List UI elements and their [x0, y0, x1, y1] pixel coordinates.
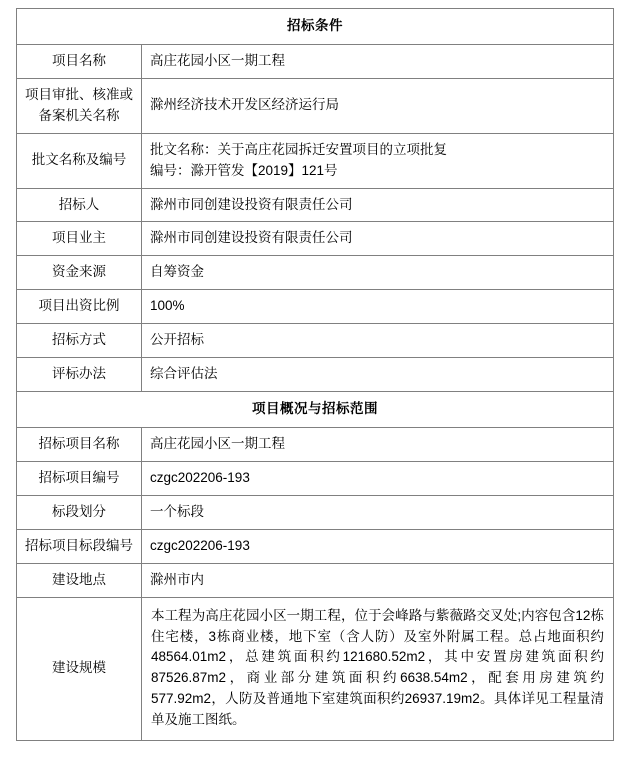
row-value-section-division: 一个标段	[142, 495, 614, 529]
row-label-bid-project-number: 招标项目编号	[17, 461, 142, 495]
table-row	[17, 133, 614, 188]
table-row	[17, 290, 614, 324]
section-header-row	[17, 9, 614, 45]
section-header-project-overview: 项目概况与招标范围	[17, 392, 614, 428]
section-header-bid-conditions: 招标条件	[17, 9, 614, 45]
document-page	[0, 8, 629, 780]
row-label-funding-source: 资金来源	[17, 256, 142, 290]
row-value-construction-site: 滁州市内	[142, 563, 614, 597]
row-value-approval-authority: 滁州经济技术开发区经济运行局	[142, 78, 614, 133]
row-label-project-name: 项目名称	[17, 44, 142, 78]
row-value-project-name: 高庄花园小区一期工程	[142, 44, 614, 78]
table-row	[17, 188, 614, 222]
table-row	[17, 597, 614, 741]
table-row	[17, 222, 614, 256]
row-label-section-division: 标段划分	[17, 495, 142, 529]
table-row	[17, 529, 614, 563]
row-label-bid-project-name: 招标项目名称	[17, 427, 142, 461]
table-row	[17, 427, 614, 461]
row-label-construction-site: 建设地点	[17, 563, 142, 597]
row-label-project-owner: 项目业主	[17, 222, 142, 256]
row-value-bidding-method: 公开招标	[142, 324, 614, 358]
row-label-section-number: 招标项目标段编号	[17, 529, 142, 563]
table-row	[17, 495, 614, 529]
row-label-bidding-method: 招标方式	[17, 324, 142, 358]
table-row	[17, 44, 614, 78]
table-row	[17, 256, 614, 290]
row-label-approval-document: 批文名称及编号	[17, 133, 142, 188]
section-header-row	[17, 392, 614, 428]
row-label-funding-ratio: 项目出资比例	[17, 290, 142, 324]
row-value-tenderee: 滁州市同创建设投资有限责任公司	[142, 188, 614, 222]
row-value-project-owner: 滁州市同创建设投资有限责任公司	[142, 222, 614, 256]
row-value-funding-source: 自筹资金	[142, 256, 614, 290]
row-value-approval-document	[142, 133, 614, 188]
row-value-bid-project-name: 高庄花园小区一期工程	[142, 427, 614, 461]
row-label-approval-authority: 项目审批、核准或备案机关名称	[17, 78, 142, 133]
approval-document-number: 编号：滁开管发【2019】121号	[150, 162, 338, 178]
table-row	[17, 563, 614, 597]
row-label-construction-scale: 建设规模	[17, 597, 142, 741]
row-value-bid-project-number: czgc202206-193	[142, 461, 614, 495]
row-value-construction-scale: 本工程为高庄花园小区一期工程，位于会峰路与紫薇路交叉处;内容包含12栋住宅楼，3栋商业楼，地下室（含人防）及室外附属工程。总占地面积约48564.01m2，总建筑面积约121680.52m2，其中安置房建筑面积约87526.87m2，商业部分建筑面积约6638.54m2，配套用房建筑约577.92m2，人防及普通地下室建筑面积约26937.19m2。具体详见工程量清单及施工图纸。	[142, 597, 614, 741]
row-value-funding-ratio: 100%	[142, 290, 614, 324]
row-value-evaluation-method: 综合评估法	[142, 358, 614, 392]
row-label-evaluation-method: 评标办法	[17, 358, 142, 392]
table-row	[17, 324, 614, 358]
table-row	[17, 461, 614, 495]
row-value-section-number: czgc202206-193	[142, 529, 614, 563]
table-row	[17, 358, 614, 392]
table-row	[17, 78, 614, 133]
row-label-tenderee: 招标人	[17, 188, 142, 222]
approval-document-name: 批文名称：关于高庄花园拆迁安置项目的立项批复	[150, 141, 447, 157]
bid-information-table	[16, 8, 614, 741]
